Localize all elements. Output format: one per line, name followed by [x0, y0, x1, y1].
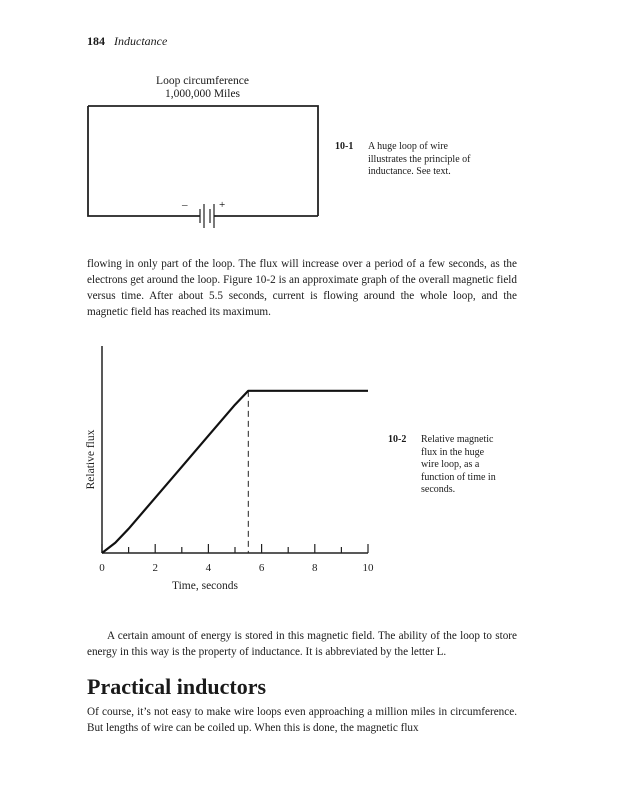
x-axis-label: Time, seconds [171, 580, 239, 592]
loop-wire [88, 106, 318, 216]
figure1-caption [335, 141, 515, 181]
x-tick-label: 10 [362, 562, 374, 574]
figure1-caption-line: illustrates the principle of [368, 153, 471, 165]
flux-chart [80, 338, 390, 598]
paragraph-3: Of course, it’s not easy to make wire loops even approaching a million miles in circumference. But lengths of wire can be coiled up. When this is done, the magnetic flux [87, 706, 517, 734]
battery-icon [200, 204, 216, 228]
x-tick-label: 8 [312, 562, 318, 574]
figure2-caption-line: Relative magnetic [421, 434, 494, 445]
figure2-caption-line: function of time in [421, 471, 496, 483]
figure1-caption-line: A huge loop of wire [368, 141, 448, 152]
figure2-caption-line: seconds. [421, 484, 456, 495]
series-line-flux [102, 391, 368, 553]
figure2-caption [388, 434, 523, 498]
figure2-caption-line: wire loop, as a [421, 459, 480, 470]
x-tick-label: 6 [258, 562, 265, 574]
figure2-caption-text [421, 434, 496, 497]
paragraph-2 [87, 628, 517, 660]
figure2-caption-number: 10-2 [388, 434, 407, 445]
paragraph-2-text: A certain amount of energy is stored in this magnetic field. The ability of the loop to store energy in this way is the property of inductance. It is abbreviated by the letter L. [87, 630, 517, 658]
loop-diagram [80, 98, 330, 228]
figure1-caption-text [368, 141, 470, 179]
battery-minus-sign: – [182, 199, 188, 211]
x-tick-label: 2 [152, 562, 158, 574]
paragraph-1: flowing in only part of the loop. The flux will increase over a period of a few seconds, as the electrons get around the loop. Figure 10-2 is an approximate graph of the overall magnetic field versus time. After about 5.5 seconds, current is flowing around the whole loop, and the magnetic field has reached its maximum. [87, 258, 517, 318]
loop-label-line1: Loop circumference [156, 75, 249, 87]
figure2-caption-line: flux in the huge [421, 446, 485, 458]
section-heading: Practical inductors [87, 674, 267, 699]
battery-plus-sign: + [219, 199, 226, 211]
page-number: 184 [87, 34, 105, 48]
running-title: Inductance [114, 34, 168, 48]
figure1-caption-line: inductance. See text. [368, 166, 451, 177]
figure1-caption-number: 10-1 [335, 141, 354, 152]
loop-label-line2: 1,000,000 Miles [164, 88, 241, 100]
x-tick-label: 4 [205, 562, 212, 574]
x-tick-label: 0 [99, 562, 105, 574]
running-header [87, 34, 167, 49]
y-axis-label: Relative flux [85, 429, 97, 490]
